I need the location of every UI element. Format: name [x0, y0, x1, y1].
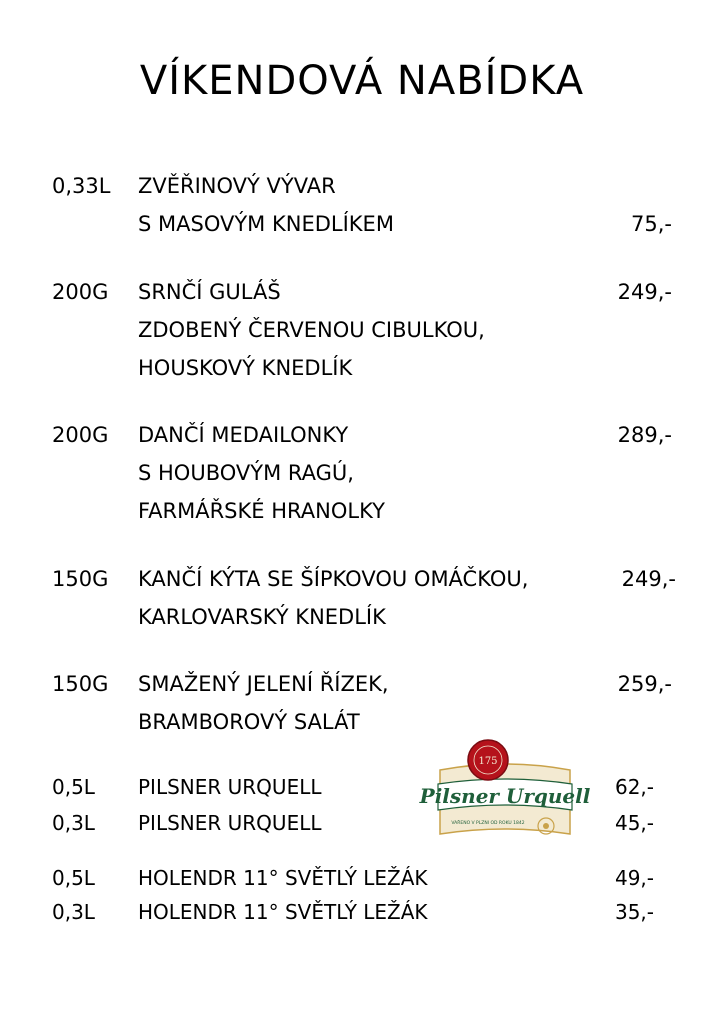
item-description: BRAMBOROVÝ SALÁT [138, 710, 360, 734]
beer-quantity: 0,5L [52, 775, 95, 799]
item-quantity: 0,33L [52, 174, 111, 198]
item-description: FARMÁŘSKÉ HRANOLKY [138, 499, 385, 523]
item-name: SMAŽENÝ JELENÍ ŘÍZEK, [138, 672, 389, 696]
logo-seal-text: 175 [478, 756, 498, 767]
item-description: ZDOBENÝ ČERVENOU CIBULKOU, [138, 318, 485, 342]
item-name: KANČÍ KÝTA SE ŠÍPKOVOU OMÁČKOU, [138, 567, 529, 591]
beer-name: HOLENDR 11° SVĚTLÝ LEŽÁK [138, 900, 428, 924]
item-name: SRNČÍ GULÁŠ [138, 280, 281, 304]
item-price: 75,- [631, 212, 672, 236]
beer-name: PILSNER URQUELL [138, 811, 322, 835]
beer-quantity: 0,3L [52, 900, 95, 924]
item-quantity: 200G [52, 280, 109, 304]
page-title: VÍKENDOVÁ NABÍDKA [139, 58, 585, 104]
item-price: 249,- [621, 567, 676, 591]
logo-brand-text: Pilsner Urquell [419, 784, 591, 808]
beer-name: HOLENDR 11° SVĚTLÝ LEŽÁK [138, 866, 428, 890]
beer-price: 45,- [614, 811, 654, 835]
item-description: HOUSKOVÝ KNEDLÍK [138, 356, 353, 380]
item-quantity: 150G [52, 672, 109, 696]
item-name: ZVĚŘINOVÝ VÝVAR [138, 174, 336, 198]
logo-crest-center [543, 823, 549, 829]
beer-quantity: 0,5L [52, 866, 95, 890]
item-quantity: 200G [52, 423, 109, 447]
beer-price: 62,- [614, 775, 654, 799]
item-price: 249,- [617, 280, 672, 304]
beer-price: 35,- [614, 900, 654, 924]
item-description: S HOUBOVÝM RAGÚ, [138, 461, 354, 485]
logo-tagline: VAŘENO V PLZNI OD ROKU 1842 [451, 821, 525, 826]
item-quantity: 150G [52, 567, 109, 591]
pilsner-urquell-logo [419, 738, 591, 846]
beer-price: 49,- [614, 866, 654, 890]
item-description: KARLOVARSKÝ KNEDLÍK [138, 605, 386, 629]
item-price: 259,- [617, 672, 672, 696]
beer-quantity: 0,3L [52, 811, 95, 835]
beer-name: PILSNER URQUELL [138, 775, 322, 799]
item-name: DANČÍ MEDAILONKY [138, 423, 349, 447]
item-price: 289,- [617, 423, 672, 447]
item-description: S MASOVÝM KNEDLÍKEM [138, 212, 394, 236]
